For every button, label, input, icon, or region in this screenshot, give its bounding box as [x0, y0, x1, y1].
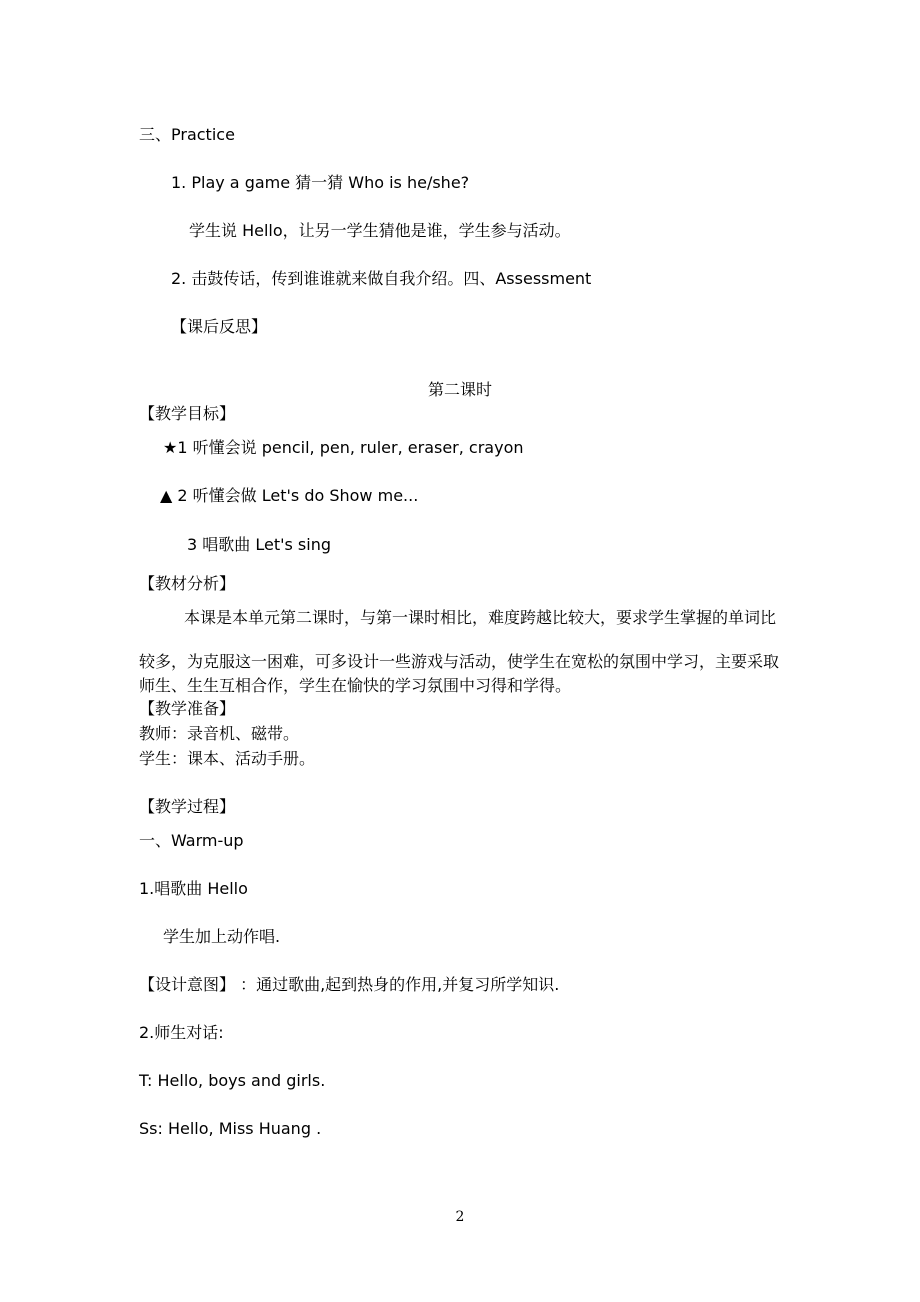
- preparation-teacher: 教师：录音机、磁带。: [139, 724, 300, 743]
- practice-item-1-description: 学生说 Hello，让另一学生猜他是谁，学生参与活动。: [189, 221, 571, 240]
- lesson-title: 第二课时: [427, 380, 492, 399]
- preparation-heading: 【教学准备】: [139, 699, 236, 718]
- design-intent: 【设计意图】 ：通过歌曲,起到热身的作用,并复习所学知识.: [139, 975, 560, 994]
- page-number: 2: [455, 1209, 465, 1225]
- practice-item-1: 1. Play a game 猜一猜 Who is he/she?: [171, 173, 470, 192]
- warmup-item-2: 2.师生对话:: [139, 1023, 224, 1042]
- dialog-line: Ss: Hello, Miss Huang .: [139, 1119, 322, 1138]
- objectives-heading: 【教学目标】: [139, 404, 236, 423]
- warmup-item-1-description: 学生加上动作唱.: [163, 927, 281, 946]
- analysis-paragraph-line: 较多，为克服这一困难，可多设计一些游戏与活动，使学生在宽松的氛围中学习，主要采取: [139, 652, 780, 671]
- analysis-paragraph-line: 师生、生生互相合作，学生在愉快的学习氛围中习得和学得。: [139, 676, 572, 695]
- analysis-paragraph-line: 本课是本单元第二课时，与第一课时相比，难度跨越比较大，要求学生掌握的单词比: [184, 608, 777, 627]
- reflection-heading: 【课后反思】: [171, 317, 268, 336]
- analysis-heading: 【教材分析】: [139, 574, 236, 593]
- process-heading: 【教学过程】: [139, 797, 236, 816]
- practice-item-2: 2. 击鼓传话，传到谁谁就来做自我介绍。四、Assessment: [171, 269, 592, 288]
- objective-item: 3 唱歌曲 Let's sing: [187, 535, 332, 554]
- preparation-student: 学生：课本、活动手册。: [139, 749, 316, 768]
- dialog-line: T: Hello, boys and girls.: [139, 1071, 326, 1090]
- warmup-heading: 一、Warm-up: [139, 831, 244, 850]
- warmup-item-1: 1.唱歌曲 Hello: [139, 879, 248, 898]
- objective-item: ★1 听懂会说 pencil, pen, ruler, eraser, crayon: [163, 438, 524, 457]
- objective-item: ▲ 2 听懂会做 Let's do Show me...: [160, 486, 419, 505]
- practice-heading: 三、Practice: [139, 125, 235, 144]
